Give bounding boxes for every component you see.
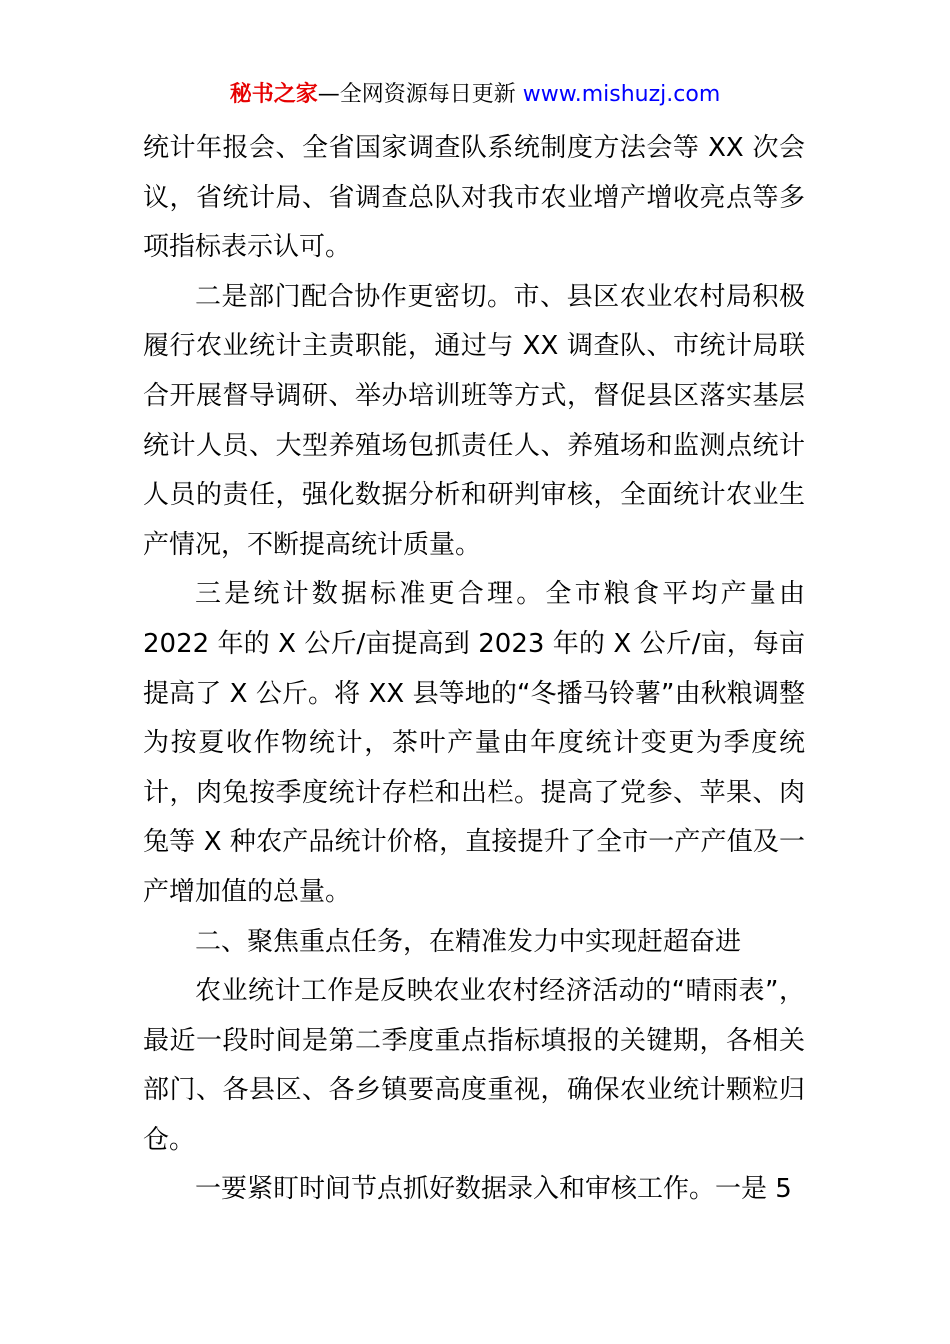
site-link[interactable]: www.mishuzj.com bbox=[522, 82, 721, 107]
paragraph: 农业统计工作是反映农业农村经济活动的“晴雨表”，最近一段时间是第二季度重点指标填报的关键期，各相关部门、各县区、各乡镇要高度重视，确保农业统计颗粒归仓。 bbox=[143, 976, 805, 1155]
paragraph-continued: 统计年报会、全省国家调查队系统制度方法会等 XX 次会议，省统计局、省调查总队对我市农业增产增收亮点等多项指标表示认可。 bbox=[143, 133, 805, 263]
document-body bbox=[143, 124, 805, 1215]
paragraph: 一要紧盯时间节点抓好数据录入和审核工作。一是 5 bbox=[195, 1174, 792, 1205]
header-slogan: —全网资源每日更新 bbox=[317, 82, 516, 107]
paragraph: 三是统计数据标准更合理。全市粮食平均产量由 2022 年的 X 公斤/亩提高到 2023 年的 X 公斤/亩，每亩提高了 X 公斤。将 XX 县等地的“冬播马铃薯”由秋粮调整为按夏收作物统计，茶叶产量由年度统计变更为季度统计，肉兔按季度统计存栏和出栏。提高了党参、苹果、肉兔等 X 种农产品统计价格，直接提升了全市一产产值及一产增加值的总量。 bbox=[143, 579, 805, 907]
paragraph: 二是部门配合协作更密切。市、县区农业农村局积极履行农业统计主责职能，通过与 XX 调查队、市统计局联合开展督导调研、举办培训班等方式，督促县区落实基层统计人员、大型养殖场包抓责任人、养殖场和监测点统计人员的责任，强化数据分析和研判审核，全面统计农业生产情况，不断提高统计质量。 bbox=[143, 281, 805, 560]
page-header bbox=[0, 78, 950, 112]
section-heading: 二、聚焦重点任务，在精准发力中实现赶超奋进 bbox=[195, 926, 742, 957]
brand-name: 秘书之家 bbox=[229, 82, 318, 107]
